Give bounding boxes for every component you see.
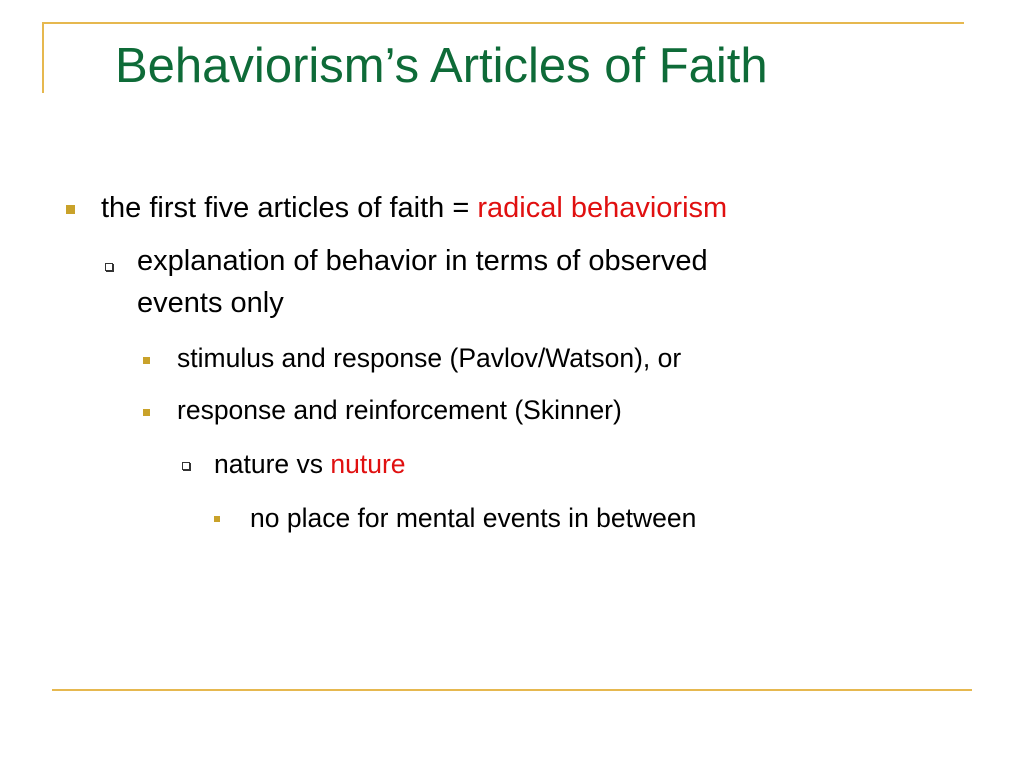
bullet-level4 [214, 449, 406, 480]
slide-title: Behaviorism’s Articles of Faith [115, 39, 768, 93]
hollow-square-bullet-icon [105, 263, 113, 271]
square-bullet-icon [143, 357, 150, 364]
bullet-level3: stimulus and response (Pavlov/Watson), or [177, 343, 682, 373]
bullet-text: the first five articles of faith = [101, 192, 478, 224]
square-bullet-icon [66, 205, 75, 214]
bullet-level5: no place for mental events in between [250, 503, 697, 533]
highlight-text: radical behaviorism [477, 192, 728, 224]
square-bullet-icon [214, 516, 220, 522]
square-bullet-icon [143, 409, 150, 416]
slide-frame-left-line [42, 22, 44, 93]
bullet-level1 [101, 192, 727, 225]
bullet-level2-line2: events only [137, 287, 284, 319]
bullet-level2-line1: explanation of behavior in terms of observed [137, 245, 708, 277]
slide-frame-top-line [42, 22, 964, 24]
highlight-text: nuture [330, 449, 406, 479]
hollow-square-bullet-icon [182, 462, 190, 470]
slide-frame-bottom-line [52, 689, 972, 691]
bullet-text: nature vs [214, 449, 331, 479]
bullet-level3: response and reinforcement (Skinner) [177, 395, 622, 425]
